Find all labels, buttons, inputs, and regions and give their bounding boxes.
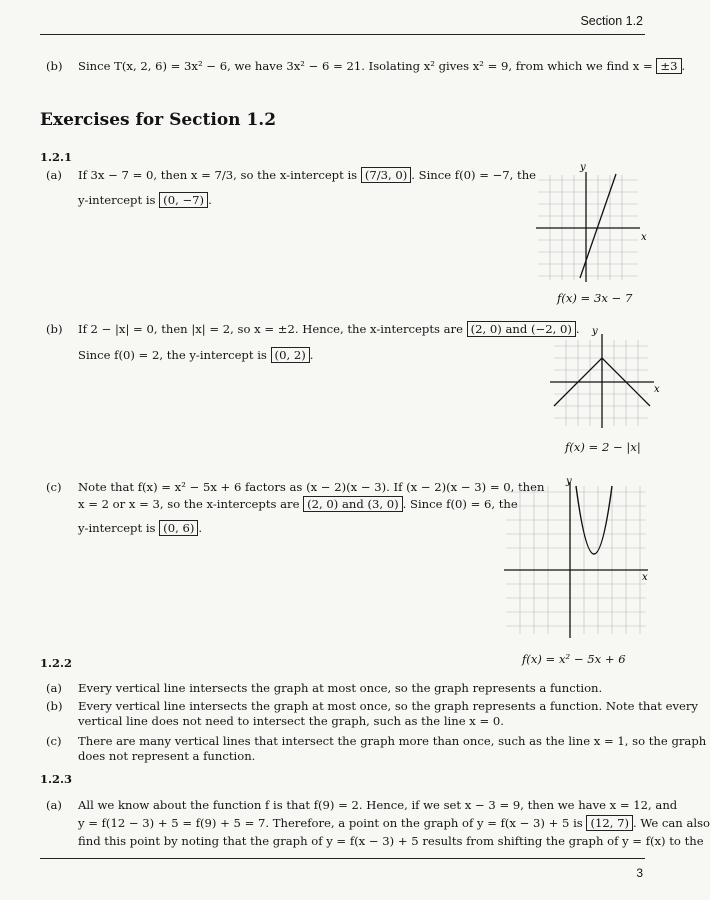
ex121-c-line1 [46,479,544,495]
answer-box: (2, 0) and (3, 0) [303,496,403,512]
part-text: x = 2 or x = 3, so the x-intercepts are [78,497,300,511]
header-rule [40,34,645,35]
x-axis-label: x [642,572,648,583]
part-label: (c) [46,734,62,748]
part-text: If 2 − |x| = 0, then |x| = 2, so x = ±2. Hence, the x-intercepts are [78,322,463,336]
part-label: (a) [46,798,62,812]
part-text: . We can also [633,816,710,830]
part-text: All we know about the function f is that f(9) = 2. Hence, if we set x − 3 = 9, then we have x = 12, and [78,798,678,812]
running-header: Section 1.2 [580,14,643,28]
part-text: There are many vertical lines that intersect the graph more than once, such as the line x = 1, so the graph [78,734,707,748]
part-text: . Since f(0) = 6, the [402,497,518,511]
answer-box: (0, −7) [159,192,208,208]
ex122-b-line1 [46,698,698,714]
answer-box: (2, 0) and (−2, 0) [467,321,576,337]
ex121-c-line2 [78,496,518,512]
part-text: y-intercept is [78,521,156,535]
part-text: Since T(x, 2, 6) = 3x² − 6, we have 3x² − 6 = 21. Isolating x² gives x² = 9, from which we find x = [78,59,653,73]
answer-box: (7/3, 0) [361,167,411,183]
ex122-c-line2: does not represent a function. [78,749,256,763]
graph-linear [528,160,648,285]
part-text: . Since f(0) = −7, the [411,168,537,182]
answer-box: ±3 [656,58,681,74]
part-text: Note that f(x) = x² − 5x + 6 factors as (x − 2)(x − 3). If (x − 2)(x − 3) = 0, then [78,480,545,494]
ex121-a-line2: y-intercept is (0, −7) . [78,193,212,207]
graph-caption: f(x) = x² − 5x + 6 [522,652,626,666]
exercise-number: 1.2.2 [40,656,73,670]
graph-parabola [500,472,650,642]
ex121-b-line2: Since f(0) = 2, the y-intercept is (0, 2) . [78,348,314,362]
ex123-a-line1 [46,797,677,813]
exercise-number: 1.2.1 [40,150,73,164]
prev-part-b: (b) Since T(x, 2, 6) = 3x² − 6, we have 3x² − 6 = 21. Isolating x² gives x² = 9, from which we find x = ±3 . [46,59,686,73]
graph-caption: f(x) = 3x − 7 [557,291,633,305]
ex122-c-line1 [46,733,706,749]
ex123-a-line3: find this point by noting that the graph of y = f(x − 3) + 5 results from shifting the graph of y = f(x) to the [78,834,704,848]
ex121-a-line1 [46,167,536,183]
part-text: Every vertical line intersects the graph at most once, so the graph represents a function. Note that every [78,699,698,713]
ex123-a-line2 [78,815,710,831]
exercise-number: 1.2.3 [40,772,73,786]
ex122-a [46,680,602,696]
x-axis-label: x [654,384,660,395]
graph-caption: f(x) = 2 − |x| [565,440,641,454]
footer-rule [40,858,645,859]
part-text: y-intercept is [78,193,156,207]
part-label: (b) [46,699,63,713]
part-label: (b) [46,322,63,336]
section-heading: Exercises for Section 1.2 [40,110,277,130]
part-text: y = f(12 − 3) + 5 = f(9) + 5 = 7. Therefore, a point on the graph of y = f(x − 3) + 5 is [78,816,583,830]
part-label: (a) [46,681,62,695]
y-axis-label: y [580,162,586,173]
part-label: (b) [46,59,63,73]
ex122-b-line2: vertical line does not need to intersect the graph, such as the line x = 0. [78,714,504,728]
answer-box: (0, 6) [159,520,198,536]
graph-absolute-value [542,322,662,432]
page-number: 3 [636,866,643,880]
part-label: (c) [46,480,62,494]
part-label: (a) [46,168,62,182]
part-text: Every vertical line intersects the graph at most once, so the graph represents a function. [78,681,603,695]
y-axis-label: y [566,476,572,487]
answer-box: (12, 7) [586,815,633,831]
part-text: Since f(0) = 2, the y-intercept is [78,348,267,362]
part-text: If 3x − 7 = 0, then x = 7/3, so the x-intercept is [78,168,358,182]
ex121-c-line3: y-intercept is (0, 6) . [78,521,203,535]
ex121-b-line1: (b) If 2 − |x| = 0, then |x| = 2, so x = ±2. Hence, the x-intercepts are (2, 0) and (−2, 0) . [46,322,580,336]
x-axis-label: x [641,232,647,243]
y-axis-label: y [592,326,598,337]
answer-box: (0, 2) [271,347,310,363]
